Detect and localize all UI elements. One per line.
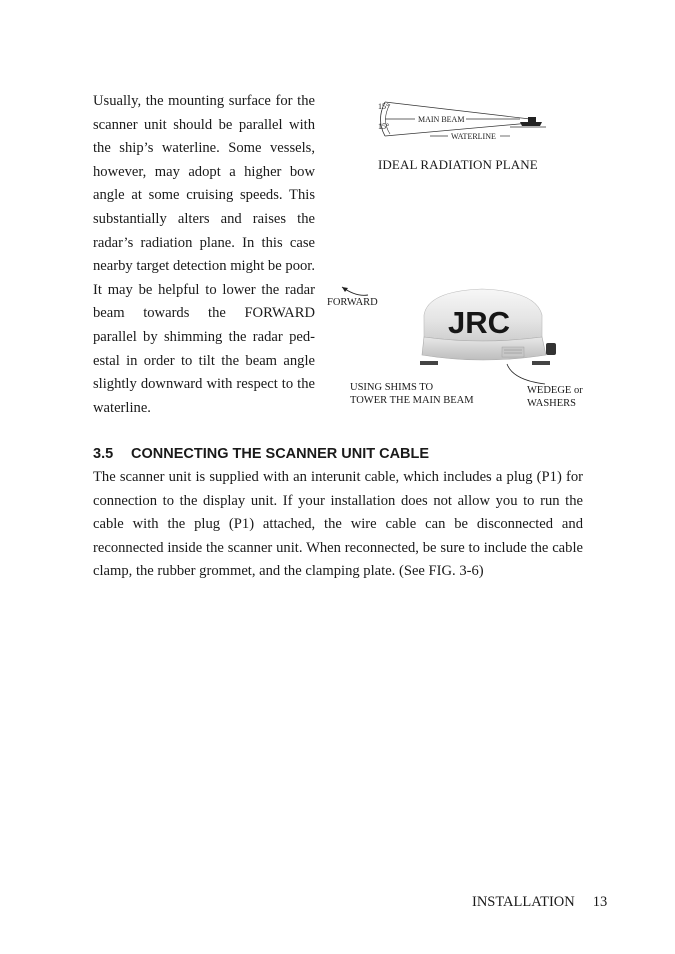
jrc-logo: JRC bbox=[448, 305, 511, 340]
page-number: 13 bbox=[592, 894, 608, 910]
section-body: The scanner unit is supplied with an interunit cable, which includes a plug (P1) for connection to the display unit. If your installation does not allow you to run the cable with the plug (P1) attached, the wire cable can be disconnected and reconnected inside the scanner unit. When reconnected, be sure to include the cable clamp, the rubber grommet, and the clamping plate. (See FIG. 3-6) bbox=[93, 469, 583, 580]
wedge-caption bbox=[527, 384, 597, 410]
shims-caption bbox=[350, 381, 490, 407]
shims-caption-line2: TOWER THE MAIN BEAM bbox=[350, 395, 474, 406]
main-beam-label: MAIN BEAM bbox=[418, 115, 465, 124]
footer-section-name: INSTALLATION bbox=[472, 894, 575, 910]
section-title: CONNECTING THE SCANNER UNIT CABLE bbox=[131, 446, 430, 462]
page-footer bbox=[472, 894, 607, 911]
angle-upper-label: 15° bbox=[378, 102, 390, 111]
ideal-radiation-plane-caption: IDEAL RADIATION PLANE bbox=[378, 157, 538, 172]
wedge-caption-line2: WASHERS bbox=[527, 398, 577, 409]
section-heading bbox=[93, 446, 429, 462]
shims-caption-line1: USING SHIMS TO bbox=[350, 382, 434, 393]
mounting-paragraph: Usually, the mounting surface for the scanner unit should be parallel with the ship’s waterline. Some vessels, however, may adopt a higher bow angle at some cruising speeds. This substantially alters and raises the radar’s radiation plane. In this case nearby target detection might be poor. It may be helpful to lower the radar beam towards the FORWARD parallel by shimming the radar ped-estal in order to tilt the beam angle slightly downward with respect to the waterline. bbox=[93, 93, 315, 416]
waterline-label: WATERLINE bbox=[451, 132, 496, 141]
radiation-plane-diagram bbox=[370, 96, 550, 146]
forward-label: FORWARD bbox=[327, 297, 378, 308]
section-number: 3.5 bbox=[93, 446, 114, 462]
angle-lower-label: 15° bbox=[378, 122, 390, 131]
wedge-caption-line1: WEDEGE or bbox=[527, 385, 583, 396]
